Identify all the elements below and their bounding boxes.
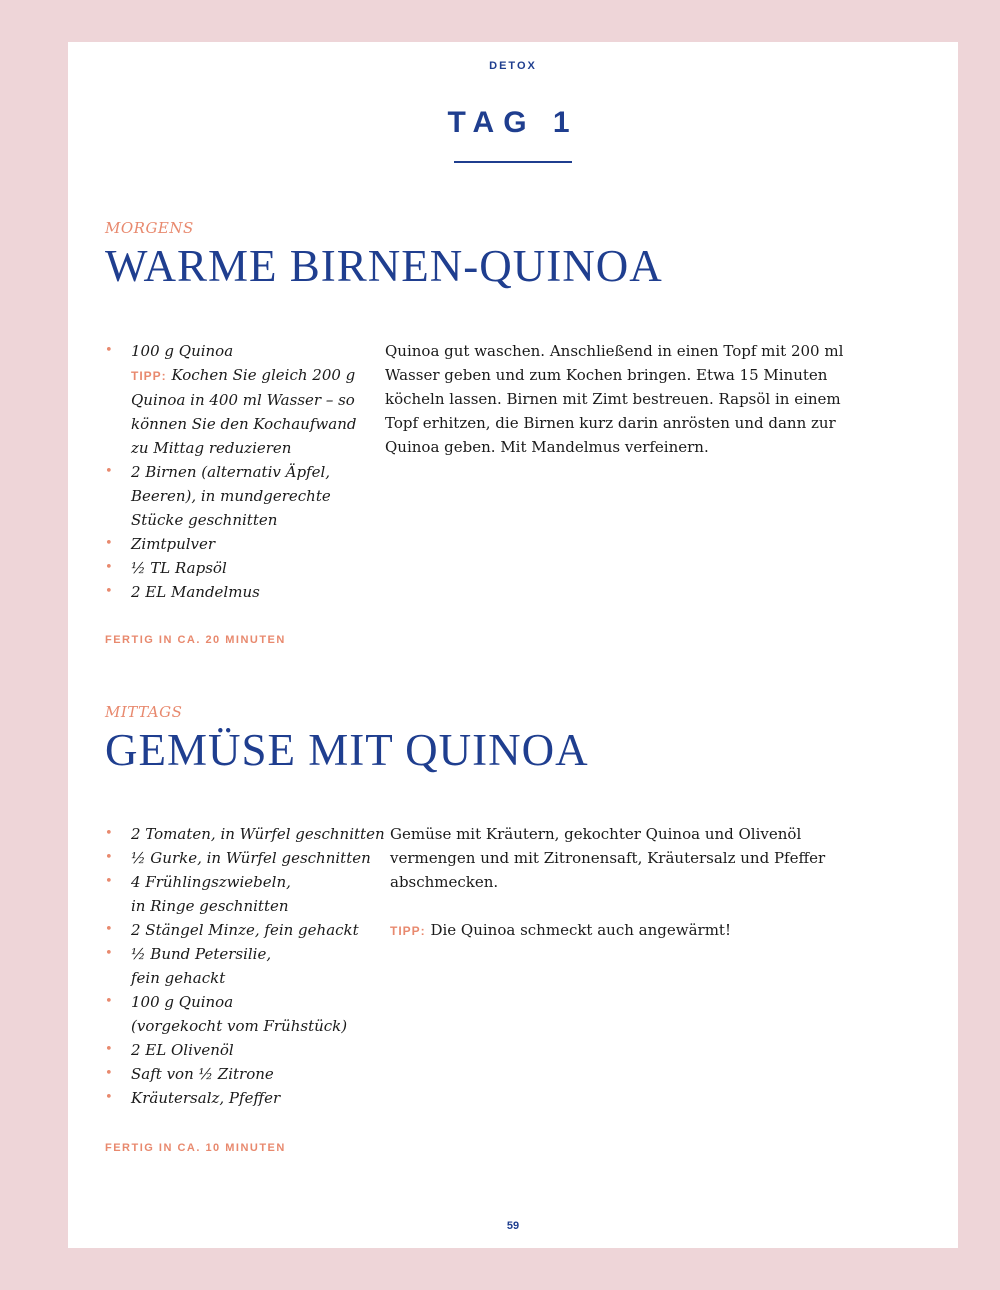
book-page — [68, 42, 958, 1248]
ingredient-item: • Saft von ½ Zitrone — [105, 1062, 395, 1086]
breakfast-title: WARME BIRNEN-QUINOA — [105, 241, 663, 291]
ingredient-item: • 2 EL Olivenöl — [105, 1038, 395, 1062]
ingredient-item: • ½ Gurke, in Würfel geschnitten — [105, 846, 395, 870]
breakfast-time-label: MORGENS — [105, 219, 194, 237]
ingredient-item: • Kräutersalz, Pfeffer — [105, 1086, 395, 1110]
ingredient-item: • Zimtpulver — [105, 532, 375, 556]
breakfast-ready-time: FERTIG IN CA. 20 MINUTEN — [105, 634, 286, 646]
breakfast-ingredient-list — [105, 339, 375, 604]
lunch-ready-time: FERTIG IN CA. 10 MINUTEN — [105, 1142, 286, 1154]
lunch-time-label: MITTAGS — [105, 703, 183, 721]
ingredient-item: • 2 EL Mandelmus — [105, 580, 375, 604]
lunch-ingredient-list — [105, 822, 395, 1110]
day-title: TAG 1 — [447, 106, 579, 139]
ingredient-item: • 100 g Quinoa (vorgekocht vom Frühstück) — [105, 990, 395, 1038]
ingredient-item: • ½ Bund Petersilie, fein gehackt — [105, 942, 395, 990]
section-label: DETOX — [489, 60, 537, 72]
lunch-title: GEMÜSE MIT QUINOA — [105, 725, 589, 775]
ingredient-item: • 100 g Quinoa TIPP: Kochen Sie gleich 200 g Quinoa in 400 ml Wasser – so können Sie den Kochaufwand zu Mittag reduzieren — [105, 339, 375, 460]
lunch-instructions: Gemüse mit Kräutern, gekochter Quinoa und Olivenöl vermengen und mit Zitronensaft, Kräutersalz und Pfeffer abschmecken. TIPP: Die Quinoa schmeckt auch angewärmt! — [390, 825, 826, 939]
ingredient-item: • 2 Tomaten, in Würfel geschnitten — [105, 822, 395, 846]
ingredient-item: • 2 Birnen (alternativ Äpfel, Beeren), in mundgerechte Stücke geschnitten — [105, 460, 375, 532]
tip-label: TIPP: — [131, 369, 167, 383]
ingredient-item: • 4 Frühlingszwiebeln, in Ringe geschnitten — [105, 870, 395, 918]
ingredient-item: • 2 Stängel Minze, fein gehackt — [105, 918, 395, 942]
tip-text: Die Quinoa schmeckt auch angewärmt! — [430, 921, 731, 939]
tip-label: TIPP: — [390, 924, 426, 938]
ingredient-item: • ½ TL Rapsöl — [105, 556, 375, 580]
breakfast-instructions: Quinoa gut waschen. Anschließend in einen Topf mit 200 ml Wasser geben und zum Kochen bringen. Etwa 15 Minuten köcheln lassen. Birnen mit Zimt bestreuen. Rapsöl in einem Topf erhitzen, die Birnen kurz darin anrösten und dann zur Quinoa geben. Mit Mandelmus verfeinern. — [385, 342, 844, 456]
title-divider — [454, 161, 572, 163]
page-number: 59 — [506, 1220, 520, 1232]
